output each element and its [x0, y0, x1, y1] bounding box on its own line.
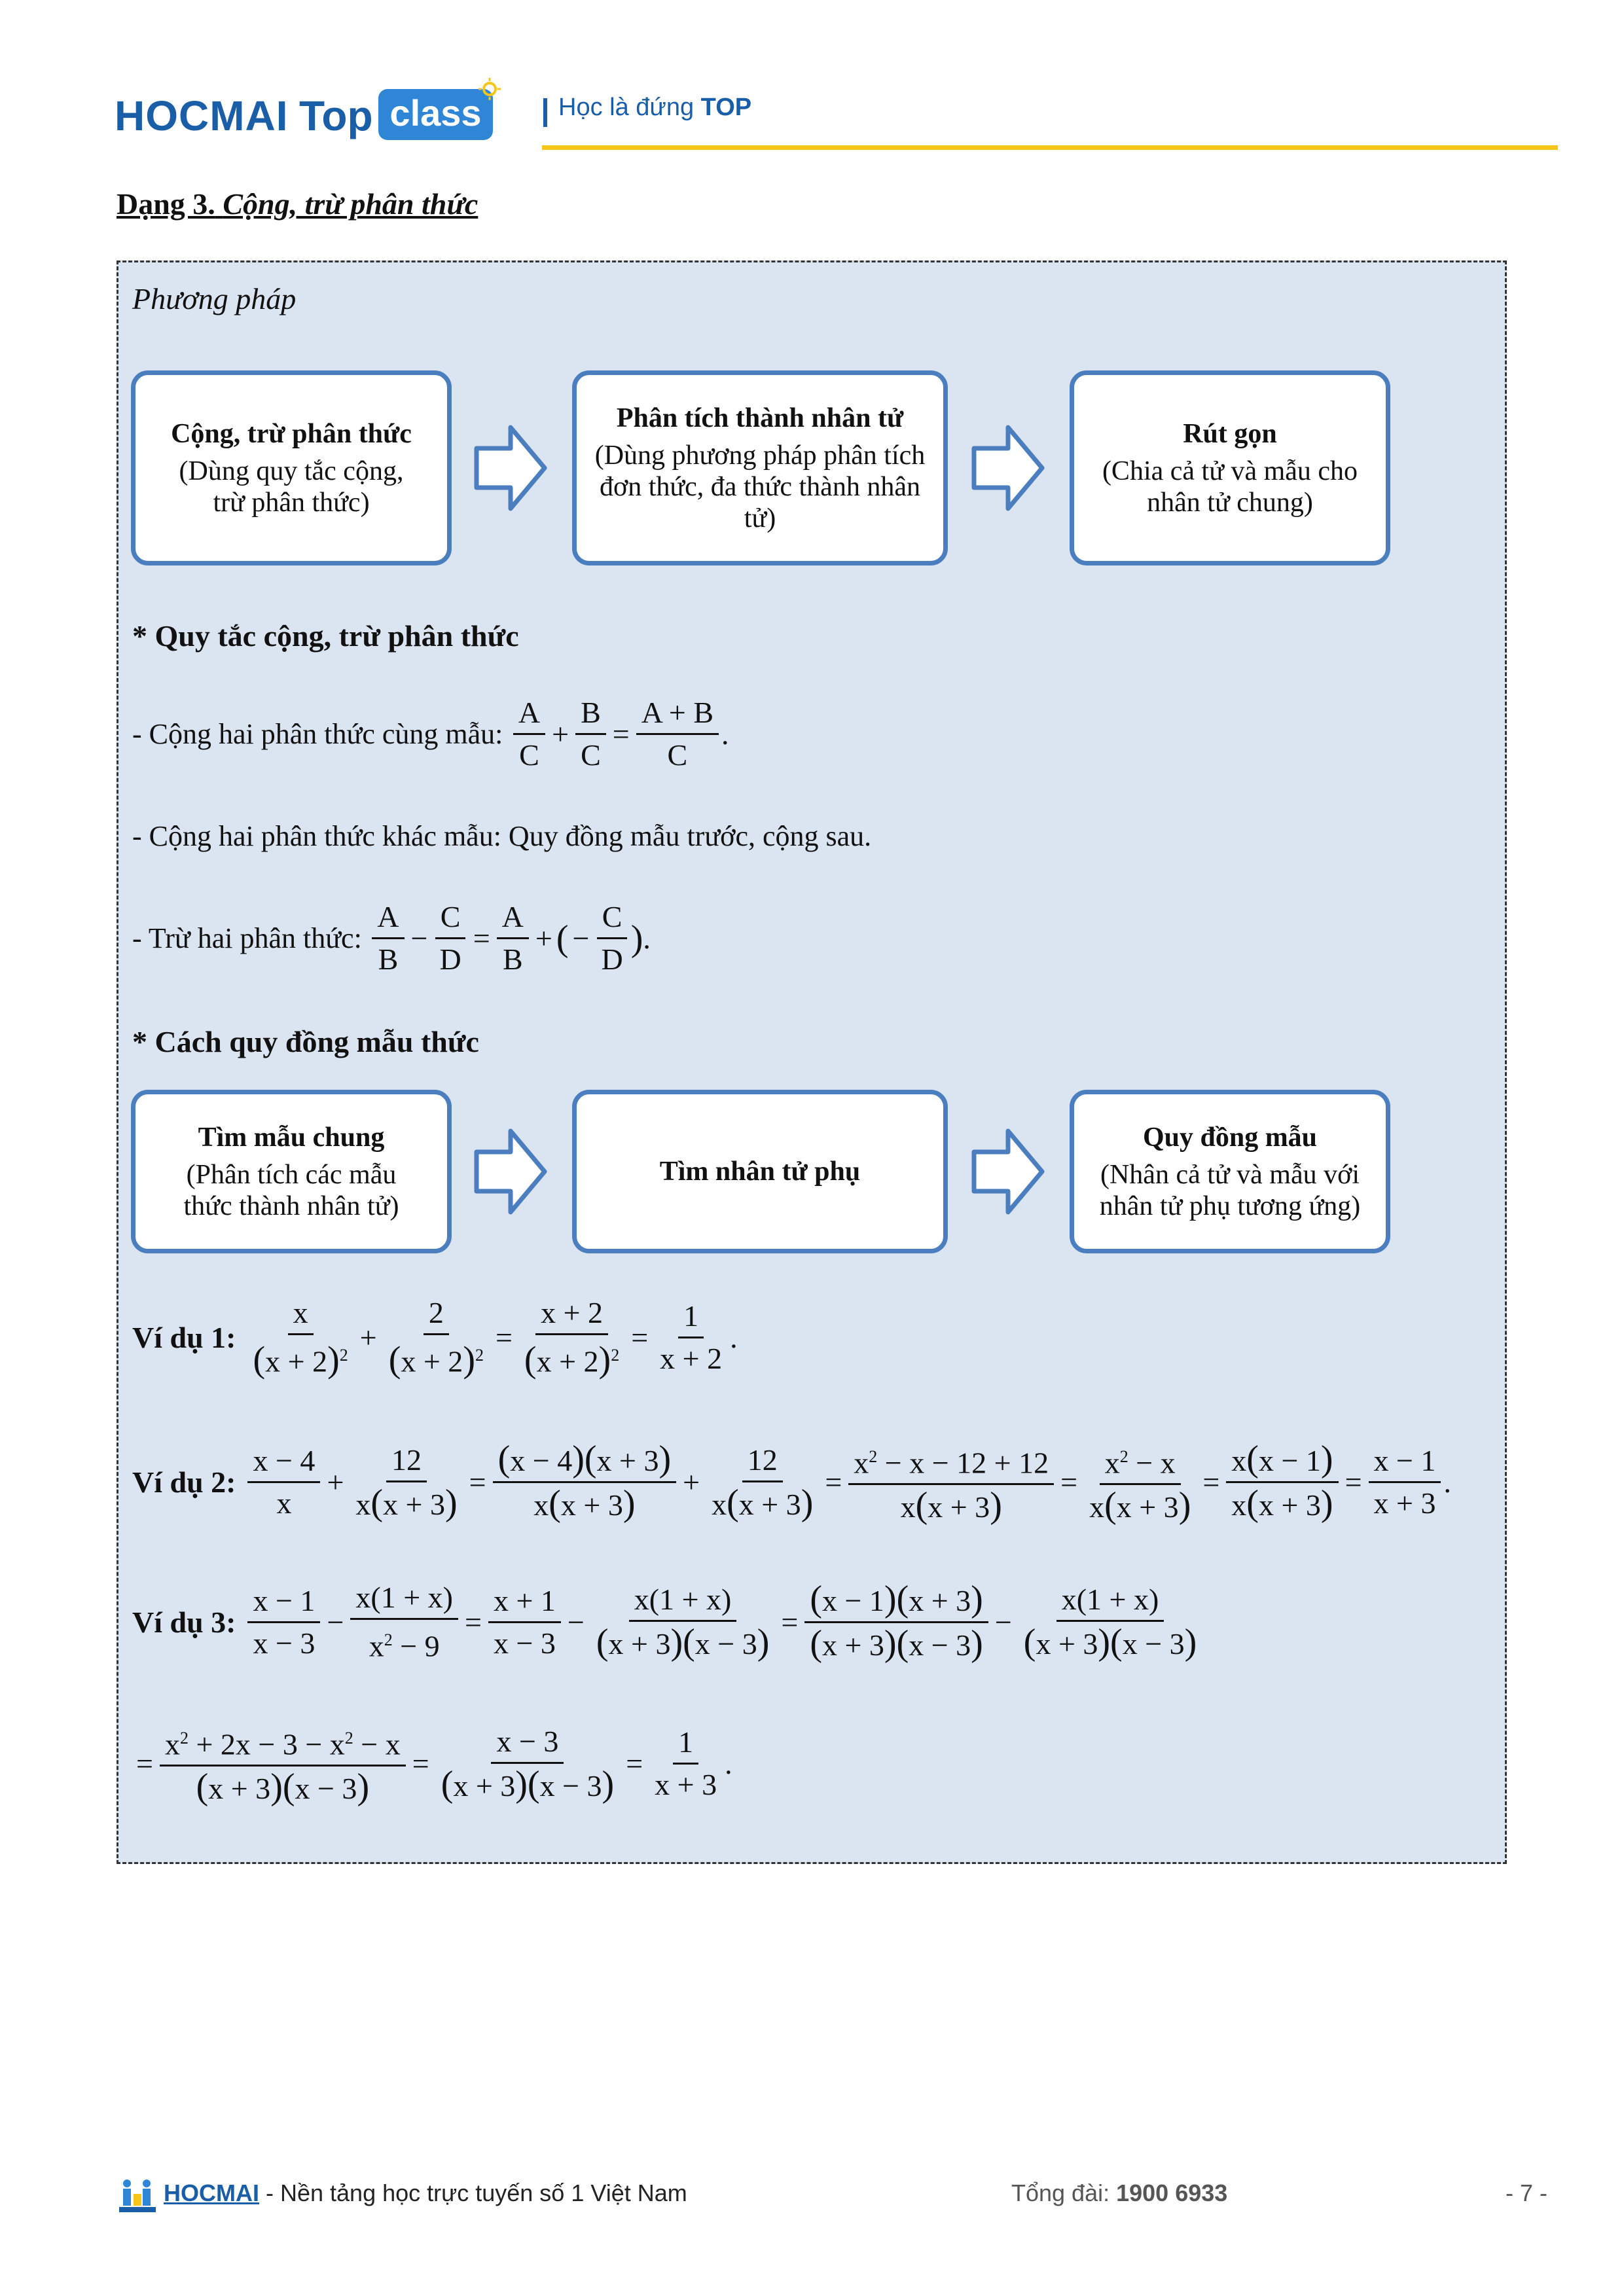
footer-tagline: HOCMAI - Nền tảng học trực tuyến số 1 Việt Nam: [164, 2179, 687, 2206]
flow1-step2-title: Phân tích thành nhân tử: [616, 403, 904, 433]
flow2-step3-title: Quy đồng mẫu: [1142, 1122, 1318, 1153]
rule3-text: - Trừ hai phân thức:: [132, 922, 362, 954]
rule2-text: - Cộng hai phân thức khác mẫu: Quy đồng mẫu trước, cộng sau.: [132, 820, 872, 852]
common-denominator-heading: * Cách quy đồng mẫu thức: [132, 1025, 479, 1058]
example1-label: Ví dụ 1:: [132, 1320, 236, 1354]
rule1-text: - Cộng hai phân thức cùng mẫu:: [132, 718, 503, 750]
footer-hotline: Tổng đài: 1900 6933: [1011, 2179, 1228, 2206]
sun-icon: [478, 77, 501, 101]
hocmai-logo-text: HOCMAI: [115, 92, 289, 139]
page-number: - 7 -: [1506, 2179, 1548, 2206]
flow2-step-extra-factor: [572, 1090, 948, 1253]
flow1-step1-sub: (Dùng quy tắc cộng, trừ phân thức): [179, 456, 404, 518]
flow1-step-factorize: [572, 370, 948, 565]
tagline: Học là đứng TOP: [558, 94, 752, 121]
flow2-step3-sub: (Nhân cả tử và mẫu với nhân tử phụ tương ứng): [1099, 1160, 1361, 1221]
flow1-step3-sub: (Chia cả tử và mẫu cho nhân tử chung): [1102, 456, 1358, 518]
method-label: Phương pháp: [132, 282, 297, 315]
example2-label: Ví dụ 2:: [132, 1465, 236, 1499]
flow2-step-common-denominator: [131, 1090, 452, 1253]
flow2-step2-title: Tìm nhân tử phụ: [659, 1157, 861, 1187]
flow2-step1-sub: (Phân tích các mẫu thức thành nhân tử): [183, 1160, 399, 1221]
tagline-divider: [543, 98, 547, 127]
flow2-step1-title: Tìm mẫu chung: [198, 1122, 385, 1153]
example3-line2: = $\frac{x^2 + 2x - 3 - x^2 - x}{(x + 3)(x - 3)}$ = $\frac{x - 3}{(x + 3)(x - 3)}$ = $\frac{1}{x + 3}$ .: [132, 1718, 732, 1809]
flow1-step3-title: Rút gọn: [1183, 419, 1277, 449]
flow2-step-convert: [1070, 1090, 1390, 1253]
example2: Ví dụ 2: $\frac{x - 4}{x}$ + $\frac{12}{x(x + 3)}$ = $\frac{(x - 4)(x + 3)}{x(x + 3)}$ + $\frac{12}{x(x + 3)}$ = $\frac{x^2 - x - 12 + 12}{x(x + 3)}$ = $\frac{x^2 - x}{x(x + 3)}$ = $\frac{x(x - 1)}{x(x + 3)}$ = $\frac{x - 1}{x + 3}$ .: [132, 1437, 1451, 1528]
hocmai-figures-icon: [118, 2178, 157, 2215]
rule3-line: - Trừ hai phân thức: $\frac{A}{B}$ − $\frac{C}{D}$ = $\frac{A}{B}$ + ( − $\frac{C}{D}$ ) .: [132, 897, 651, 980]
rule-heading: * Quy tắc cộng, trừ phân thức: [132, 619, 519, 653]
section-title: Dạng 3. Cộng, trừ phân thức: [117, 187, 478, 221]
flow1-step1-title: Cộng, trừ phân thức: [171, 419, 412, 449]
flow1-step2-sub: (Dùng phương pháp phân tích đơn thức, đa thức thành nhân tử): [594, 440, 926, 533]
header-rule: [542, 145, 1558, 150]
arrow-right-icon: [471, 1126, 550, 1217]
footer-brand-link[interactable]: HOCMAI: [164, 2179, 259, 2206]
logo-class-badge: class: [378, 89, 493, 140]
example3-line1: Ví dụ 3: $\frac{x - 1}{x - 3}$ − $\frac{x(1 + x)}{x^2 - 9}$ = $\frac{x + 1}{x - 3}$ − $\frac{x(1 + x)}{(x + 3)(x - 3)}$ = $\frac{(x - 1)(x + 3)}{(x + 3)(x - 3)}$ − $\frac{x(1 + x)}{(x + 3)(x - 3)}$: [132, 1578, 1197, 1664]
rule1-line: - Cộng hai phân thức cùng mẫu: $\frac{A}{C}$ + $\frac{B}{C}$ = $\frac{A + B}{C}$ .: [132, 692, 729, 776]
flow1-step-simplify: [1070, 370, 1390, 565]
example3-label: Ví dụ 3:: [132, 1605, 236, 1639]
arrow-right-icon: [969, 1126, 1047, 1217]
logo-top-text: Top: [299, 92, 373, 139]
example1: Ví dụ 1: $\frac{x}{(x + 2)^2}$ + $\frac{2}{(x + 2)^2}$ = $\frac{x + 2}{(x + 2)^2}$ = $\frac{1}{x + 2}$ .: [132, 1293, 738, 1382]
arrow-right-icon: [471, 422, 550, 514]
flow1-step-add-subtract: [131, 370, 452, 565]
arrow-right-icon: [969, 422, 1047, 514]
